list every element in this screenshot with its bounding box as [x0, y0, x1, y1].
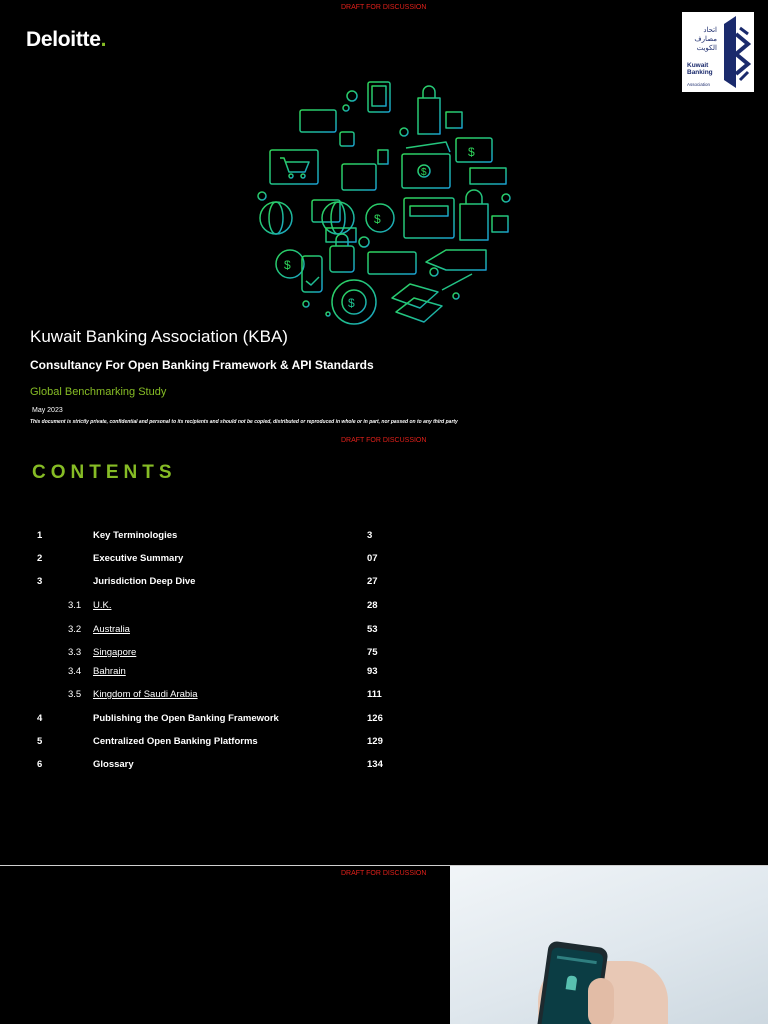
toc-page-number: 134 [367, 759, 383, 770]
toc-number: 2 [37, 553, 43, 564]
kba-logo [682, 12, 754, 92]
contents-heading: CONTENTS [32, 462, 177, 483]
svg-text:$: $ [284, 258, 291, 272]
draft-label: DRAFT FOR DISCUSSION [341, 437, 427, 444]
toc-row [0, 553, 768, 567]
kba-logo-arabic-line: الكويت [696, 45, 717, 52]
cover-title: Kuwait Banking Association (KBA) [30, 327, 288, 346]
toc-row [0, 759, 768, 773]
toc-page-number: 07 [367, 553, 378, 564]
kba-logo-english [687, 62, 713, 76]
toc-label: Executive Summary [93, 553, 184, 564]
toc-label: Centralized Open Banking Platforms [93, 736, 258, 747]
cover-date: May 2023 [32, 407, 63, 414]
toc-page-number: 75 [367, 647, 378, 658]
toc-number: 6 [37, 759, 43, 770]
toc-subnumber: 3.4 [68, 666, 82, 677]
kba-logo-arabic [687, 26, 717, 53]
mobile-banking-photo [450, 866, 768, 1024]
toc-page-number: 129 [367, 736, 383, 747]
cover-disclaimer: This document is strictly private, confidential and personal to its recipients and should not be copied, distributed or reproduced in whole or in part, nor passed on to any third party [30, 419, 458, 425]
svg-text:$: $ [468, 145, 475, 159]
svg-text:$: $ [348, 296, 355, 310]
svg-text:$: $ [374, 212, 381, 226]
toc-link[interactable]: Bahrain [93, 666, 126, 677]
contents-slide [0, 432, 768, 864]
toc-row[interactable] [0, 666, 768, 680]
toc-page-number: 28 [367, 600, 378, 611]
brand-dot: . [100, 28, 107, 51]
toc-row [0, 736, 768, 750]
brand-name: Deloitte [26, 28, 101, 51]
cover-study: Global Benchmarking Study [30, 386, 167, 398]
toc-link[interactable]: Australia [93, 624, 130, 635]
draft-label: DRAFT FOR DISCUSSION [341, 4, 427, 11]
svg-text:$: $ [421, 167, 427, 178]
toc-subnumber: 3.2 [68, 624, 82, 635]
toc-row [0, 576, 768, 590]
kba-logo-arabic-line: اتحاد [703, 27, 717, 34]
toc-page-number: 93 [367, 666, 378, 677]
toc-page-number: 27 [367, 576, 378, 587]
draft-label: DRAFT FOR DISCUSSION [341, 870, 427, 877]
toc-row[interactable] [0, 689, 768, 703]
toc-row [0, 713, 768, 727]
toc-label: Jurisdiction Deep Dive [93, 576, 196, 587]
deloitte-logo [26, 28, 106, 52]
fintech-icon-cluster [256, 76, 514, 334]
toc-page-number: 126 [367, 713, 383, 724]
kba-emblem-icon [720, 14, 752, 90]
toc-link[interactable]: U.K. [93, 600, 112, 611]
toc-label: Publishing the Open Banking Framework [93, 713, 279, 724]
toc-row[interactable] [0, 647, 768, 661]
toc-subnumber: 3.3 [68, 647, 82, 658]
kba-logo-arabic-line: مصارف [694, 36, 717, 43]
bank-building-icon [566, 975, 578, 990]
toc-row[interactable] [0, 600, 768, 614]
toc-label: Glossary [93, 759, 134, 770]
toc-subnumber: 3.1 [68, 600, 82, 611]
kba-logo-english-line: Kuwait [687, 62, 709, 69]
toc-page-number: 111 [367, 689, 382, 700]
cover-subtitle: Consultancy For Open Banking Framework & API Standards [30, 358, 374, 372]
toc-subnumber: 3.5 [68, 689, 82, 700]
thumb-image [588, 978, 614, 1024]
kba-logo-english-line: Banking [687, 69, 713, 76]
toc-number: 4 [37, 713, 43, 724]
toc-label: Key Terminologies [93, 530, 178, 541]
toc-link[interactable]: Singapore [93, 647, 137, 658]
toc-page-number: 3 [367, 530, 373, 541]
cover-slide [0, 0, 768, 430]
toc-number: 5 [37, 736, 43, 747]
kba-logo-sub: Association [687, 82, 711, 87]
third-slide [0, 866, 768, 1024]
toc-row [0, 530, 768, 544]
toc-page-number: 53 [367, 624, 378, 635]
toc-link[interactable]: Kingdom of Saudi Arabia [93, 689, 198, 700]
toc-row[interactable] [0, 624, 768, 638]
toc-number: 1 [37, 530, 43, 541]
screen-bar [557, 956, 597, 965]
toc-number: 3 [37, 576, 43, 587]
